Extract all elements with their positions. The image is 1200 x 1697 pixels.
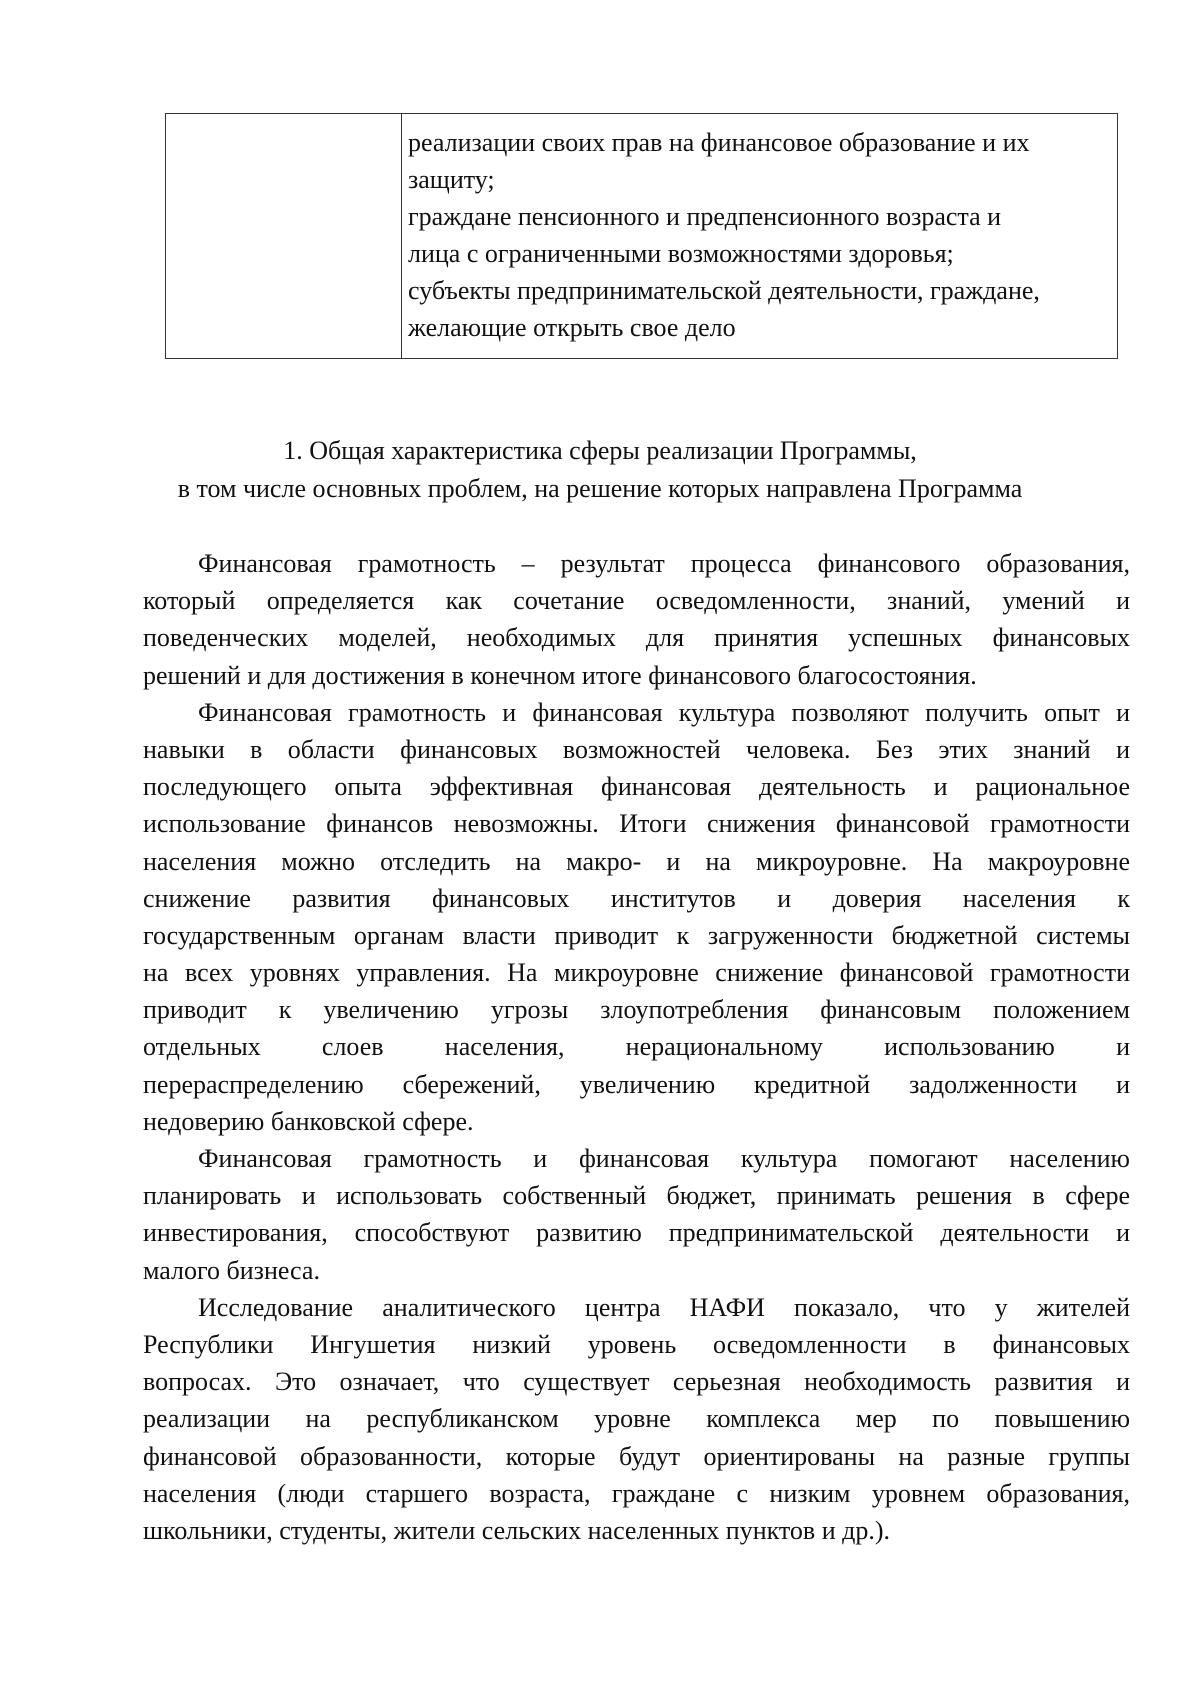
- text-line: инвестирования, способствуют развитию предпринимательской деятельности и: [143, 1218, 1130, 1248]
- paragraph-2: [143, 694, 1130, 1140]
- text-line: населения можно отследить на макро- и на микроуровне. На макроуровне: [143, 846, 1130, 876]
- text-line: Финансовая грамотность – результат процесса финансового образования,: [198, 549, 1130, 578]
- table-cell-line: субъекты предпринимательской деятельности, граждане,: [408, 276, 1040, 305]
- text-line: Финансовая грамотность и финансовая культура помогают населению: [198, 1144, 1130, 1173]
- text-line: который определяется как сочетание осведомленности, знаний, умений и: [143, 586, 1130, 616]
- text-line: перераспределению сбережений, увеличению кредитной задолженности и: [143, 1069, 1130, 1099]
- table-cell-right: [402, 114, 1118, 359]
- text-line: вопросах. Это означает, что существует серьезная необходимость развития и: [143, 1367, 1130, 1397]
- text-line: решений и для достижения в конечном итоге финансового благосостояния.: [143, 660, 977, 690]
- text-line: приводит к увеличению угрозы злоупотребления финансовым положением: [143, 995, 1130, 1025]
- text-line: финансовой образованности, которые будут ориентированы на разные группы: [143, 1441, 1130, 1471]
- text-line: поведенческих моделей, необходимых для принятия успешных финансовых: [143, 623, 1130, 653]
- section-heading-line-1: 1. Общая характеристика сферы реализации Программы,: [283, 436, 917, 465]
- text-line: Республики Ингушетия низкий уровень осведомленности в финансовых: [143, 1329, 1130, 1359]
- text-line: Финансовая грамотность и финансовая культура позволяют получить опыт и: [198, 697, 1130, 727]
- text-line: недоверию банковской сфере.: [143, 1106, 474, 1136]
- table-cell-line: защиту;: [408, 165, 495, 194]
- paragraph-4: [143, 1289, 1130, 1549]
- text-line: на всех уровнях управления. На микроуровне снижение финансовой грамотности: [143, 958, 1130, 988]
- table-cell-left: [166, 114, 402, 359]
- table-cell-line: лица с ограниченными возможностями здоровья;: [408, 239, 954, 268]
- text-line: планировать и использовать собственный бюджет, принимать решения в сфере: [143, 1181, 1130, 1211]
- table-cell-line: граждане пенсионного и предпенсионного возраста и: [408, 202, 1002, 231]
- text-line: малого бизнеса.: [143, 1255, 320, 1285]
- text-line: Исследование аналитического центра НАФИ показало, что у жителей: [198, 1292, 1130, 1322]
- paragraph-3: [143, 1140, 1130, 1289]
- table-row: [166, 114, 1118, 359]
- table-cell-line: желающие открыть свое дело: [408, 313, 736, 342]
- table-cell-line: реализации своих прав на финансовое образование и их: [408, 128, 1030, 157]
- text-line: последующего опыта эффективная финансовая деятельность и рациональное: [143, 772, 1130, 802]
- body-text: [143, 545, 1130, 1549]
- text-line: использование финансов невозможны. Итоги снижения финансовой грамотности: [143, 809, 1130, 839]
- paragraph-1: [143, 545, 1130, 694]
- text-line: школьники, студенты, жители сельских населенных пунктов и др.).: [143, 1515, 890, 1545]
- text-line: навыки в области финансовых возможностей человека. Без этих знаний и: [143, 734, 1130, 764]
- text-line: реализации на республиканском уровне комплекса мер по повышению: [143, 1404, 1130, 1434]
- program-passport-table: [165, 113, 1118, 359]
- section-heading-line-2: в том числе основных проблем, на решение которых направлена Программа: [177, 474, 1023, 503]
- text-line: отдельных слоев населения, нерациональному использованию и: [143, 1032, 1130, 1062]
- section-heading: [140, 432, 1060, 508]
- text-line: снижение развития финансовых институтов и доверия населения к: [143, 883, 1130, 913]
- table-cell-text: [402, 114, 1117, 346]
- text-line: населения (люди старшего возраста, граждане с низким уровнем образования,: [143, 1478, 1130, 1508]
- text-line: государственным органам власти приводит к загруженности бюджетной системы: [143, 920, 1130, 950]
